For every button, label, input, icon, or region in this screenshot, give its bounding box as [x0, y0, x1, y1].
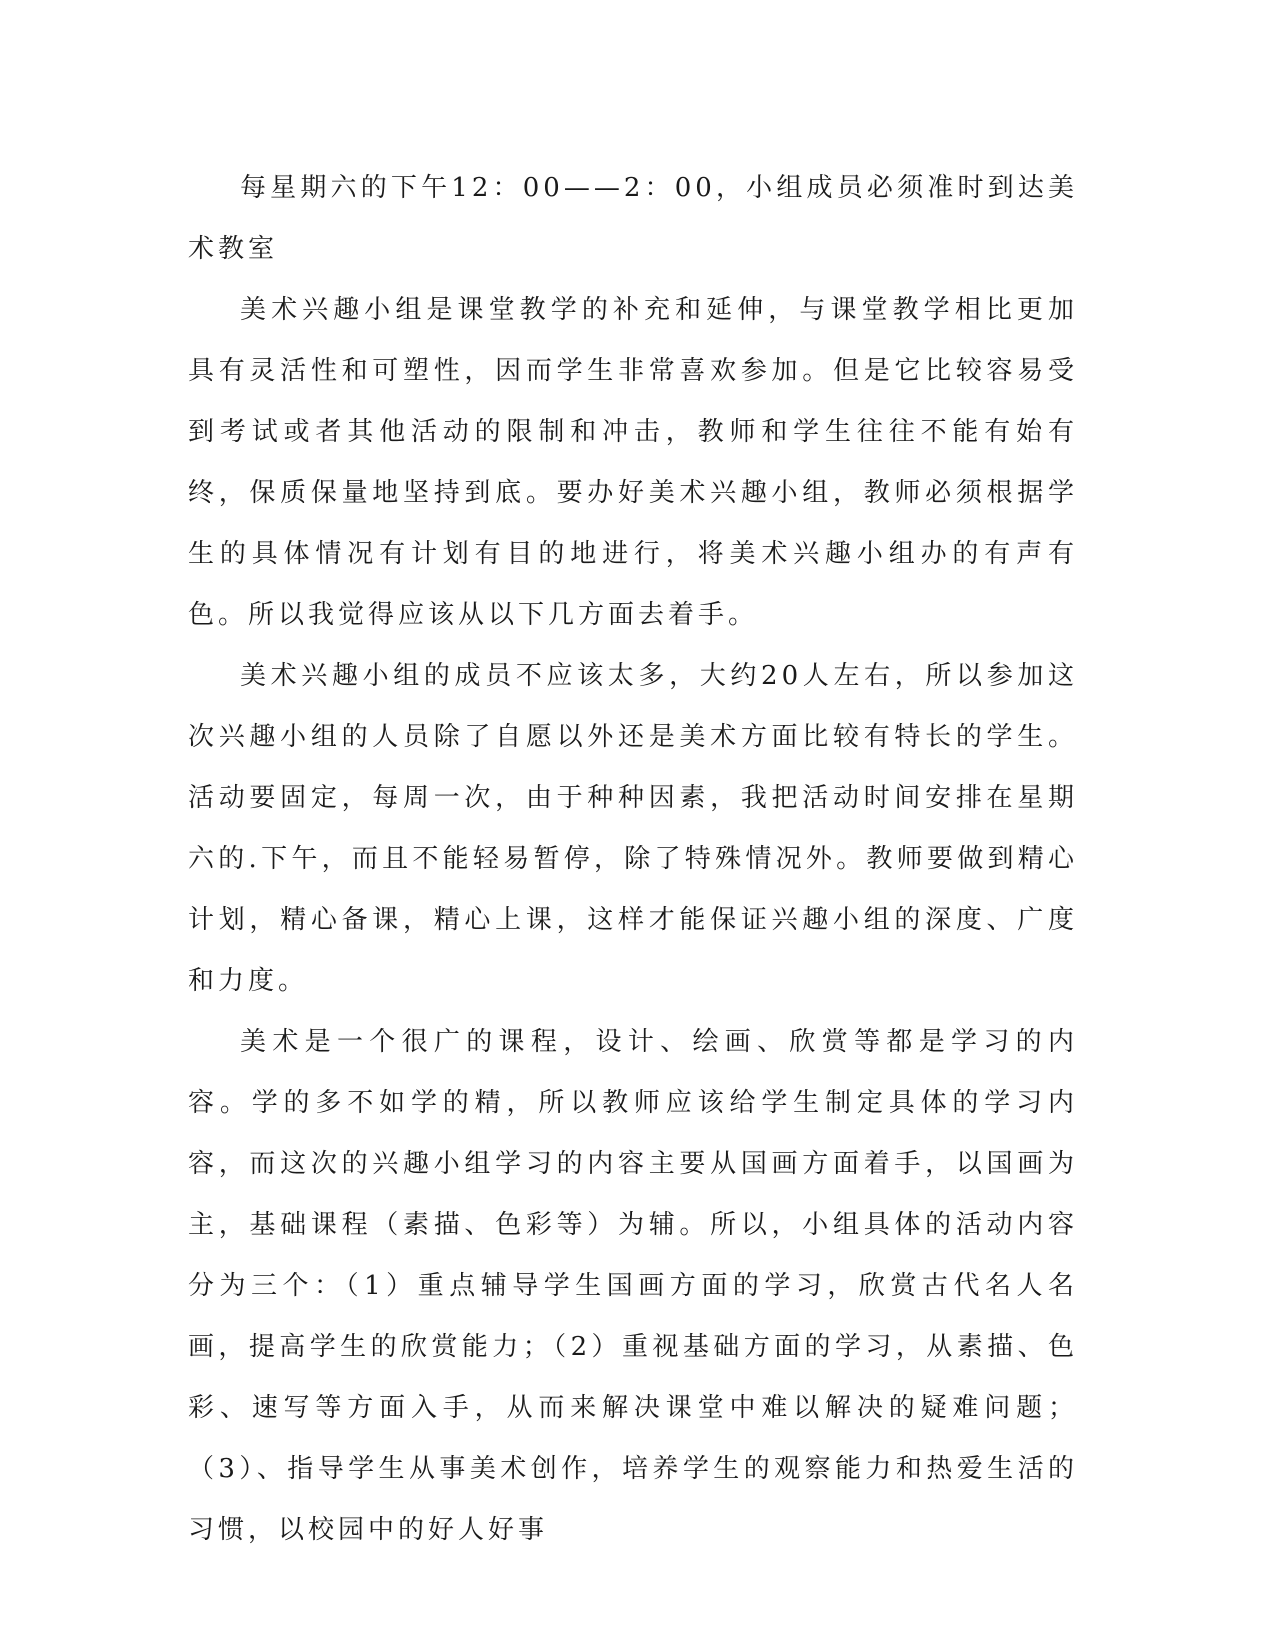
paragraph-schedule: 每星期六的下午12：00——2：00，小组成员必须准时到达美术教室 — [188, 173, 1078, 264]
document-body — [188, 158, 1078, 1561]
paragraph-members: 美术兴趣小组的成员不应该太多，大约20人左右，所以参加这次兴趣小组的人员除了自愿以外还是美术方面比较有特长的学生。活动要固定，每周一次，由于种种因素，我把活动时间安排在星期六的.下午，而且不能轻易暂停，除了特殊情况外。教师要做到精心计划，精心备课，精心上课，这样才能保证兴趣小组的深度、广度和力度。 — [188, 661, 1078, 996]
paragraph-content: 美术是一个很广的课程，设计、绘画、欣赏等都是学习的内容。学的多不如学的精，所以教师应该给学生制定具体的学习内容，而这次的兴趣小组学习的内容主要从国画方面着手，以国画为主，基础课程（素描、色彩等）为辅。所以，小组具体的活动内容分为三个：（1）重点辅导学生国画方面的学习，欣赏古代名人名画，提高学生的欣赏能力；（2）重视基础方面的学习，从素描、色彩、速写等方面入手，从而来解决课堂中难以解决的疑难问题；（3）、指导学生从事美术创作，培养学生的观察能力和热爱生活的习惯，以校园中的好人好事 — [188, 1027, 1078, 1545]
paragraph-introduction: 美术兴趣小组是课堂教学的补充和延伸，与课堂教学相比更加具有灵活性和可塑性，因而学生非常喜欢参加。但是它比较容易受到考试或者其他活动的限制和冲击，教师和学生往往不能有始有终，保质保量地坚持到底。要办好美术兴趣小组，教师必须根据学生的具体情况有计划有目的地进行，将美术兴趣小组办的有声有色。所以我觉得应该从以下几方面去着手。 — [188, 295, 1078, 630]
